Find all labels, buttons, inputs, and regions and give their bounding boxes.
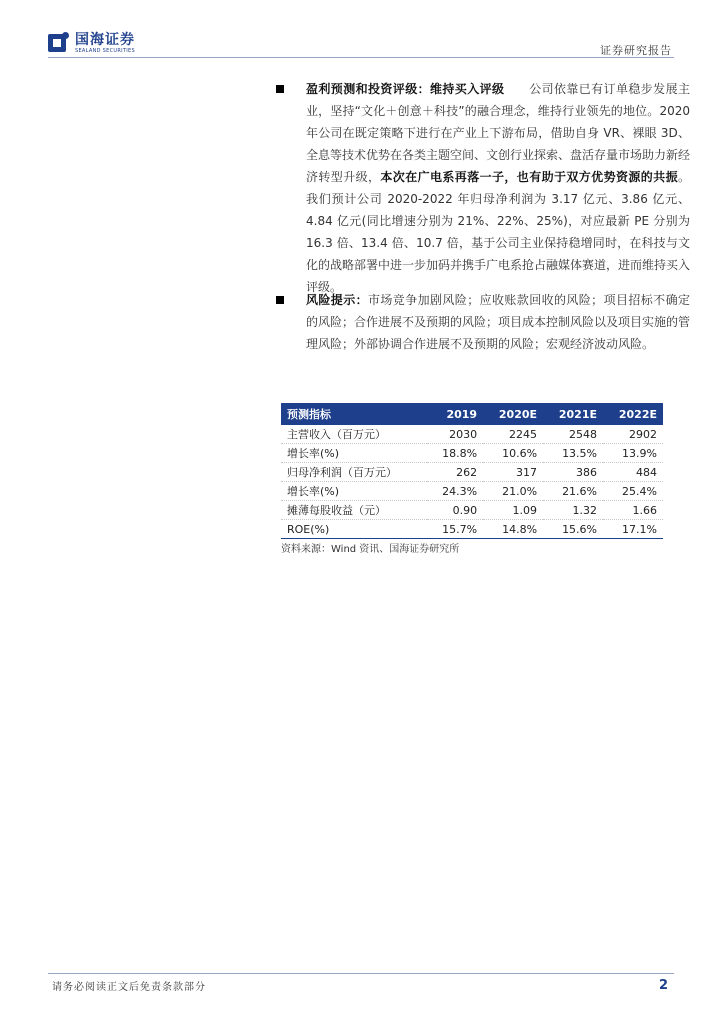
table-cell: 1.66 — [603, 501, 663, 520]
section-lead: 盈利预测和投资评级：维持买入评级 — [306, 82, 505, 96]
row-label: 增长率(%) — [281, 444, 427, 463]
table-cell: 17.1% — [603, 520, 663, 539]
section-lead: 风险提示： — [306, 293, 368, 307]
table-cell: 2902 — [603, 425, 663, 444]
paragraph-text: 公司依靠已有订单稳步发展主业，坚持“文化＋创意＋科技”的融合理念，维持行业领先的地位。2020 年公司在既定策略下进行在产业上下游布局，借助自身 VR、裸眼 3D、全息等技术优势在各类主题空间、文创行业探索、盘活存量市场助力新经济转型升级， — [306, 82, 691, 184]
table-cell: 18.8% — [427, 444, 483, 463]
table-cell: 24.3% — [427, 482, 483, 501]
table-row — [281, 520, 663, 539]
table-cell: 2245 — [483, 425, 543, 444]
table-cell: 14.8% — [483, 520, 543, 539]
column-header: 2022E — [618, 407, 657, 421]
bullet-square-icon — [276, 296, 284, 304]
forecast-paragraph — [284, 78, 690, 298]
table-cell: 25.4% — [603, 482, 663, 501]
header-divider — [48, 57, 674, 58]
table-cell: 15.6% — [543, 520, 603, 539]
row-label: 摊薄每股收益（元） — [281, 501, 427, 520]
forecast-rating-section — [284, 78, 690, 298]
company-logo — [48, 32, 135, 54]
row-label: 归母净利润（百万元） — [281, 463, 427, 482]
table-cell: 484 — [603, 463, 663, 482]
emphasis-text: 本次在广电系再落一子，也有助于双方优势资源的共振 — [380, 170, 678, 184]
table-row — [281, 463, 663, 482]
row-label: ROE(%) — [281, 520, 427, 539]
footer-divider — [48, 973, 674, 974]
report-type: 证券研究报告 — [600, 44, 672, 57]
table-row — [281, 444, 663, 463]
table-cell: 10.6% — [483, 444, 543, 463]
row-label: 主营收入（百万元） — [281, 425, 427, 444]
column-header: 2021E — [558, 407, 598, 421]
paragraph-text: 市场竞争加剧风险；应收账款回收的风险；项目招标不确定的风险；合作进展不及预期的风险；项目成本控制风险以及项目实施的管理风险；外部协调合作进展不及预期的风险；宏观经济波动风险。 — [306, 293, 691, 351]
table-cell: 2548 — [543, 425, 603, 444]
table-cell: 13.9% — [603, 444, 663, 463]
table-cell: 262 — [427, 463, 483, 482]
forecast-table — [281, 403, 663, 539]
row-label: 增长率(%) — [281, 482, 427, 501]
paragraph-text: 。我们预计公司 2020-2022 年归母净利润为 3.17 亿元、3.86 亿元、4.84 亿元(同比增速分别为 21%、22%、25%)，对应最新 PE 分别为 16.3 倍、13.4 倍、10.7 倍，基于公司主业保持稳增同时，在科技与文化的战略部署中进一步加码并携手广电系抢占融媒体赛道，进而维持买入评级。 — [306, 170, 691, 294]
table-cell: 21.0% — [483, 482, 543, 501]
footer-disclaimer: 请务必阅读正文后免责条款部分 — [52, 982, 206, 993]
table-row — [281, 425, 663, 444]
page-header — [0, 0, 724, 62]
risk-section — [284, 289, 690, 355]
table-cell: 13.5% — [543, 444, 603, 463]
bullet-square-icon — [276, 85, 284, 93]
column-header: 2019 — [446, 407, 478, 421]
table-cell: 2030 — [427, 425, 483, 444]
table-cell: 21.6% — [543, 482, 603, 501]
table-cell: 15.7% — [427, 520, 483, 539]
table-row — [281, 501, 663, 520]
table-cell: 386 — [543, 463, 603, 482]
table-row — [281, 482, 663, 501]
table-cell: 0.90 — [427, 501, 483, 520]
column-header: 2020E — [498, 407, 538, 421]
table-cell: 1.32 — [543, 501, 603, 520]
page-number: 2 — [658, 978, 668, 993]
brand-name-cn: 国海证券 — [75, 31, 135, 48]
table-cell: 1.09 — [483, 501, 543, 520]
table-cell: 317 — [483, 463, 543, 482]
column-header: 预测指标 — [287, 408, 331, 421]
table-source-note: 资料来源：Wind 资讯、国海证券研究所 — [281, 544, 460, 555]
risk-paragraph — [284, 289, 690, 355]
brand-name-en: SEALAND SECURITIES — [75, 47, 135, 54]
logo-icon — [48, 32, 70, 54]
table-header-row — [281, 403, 663, 425]
